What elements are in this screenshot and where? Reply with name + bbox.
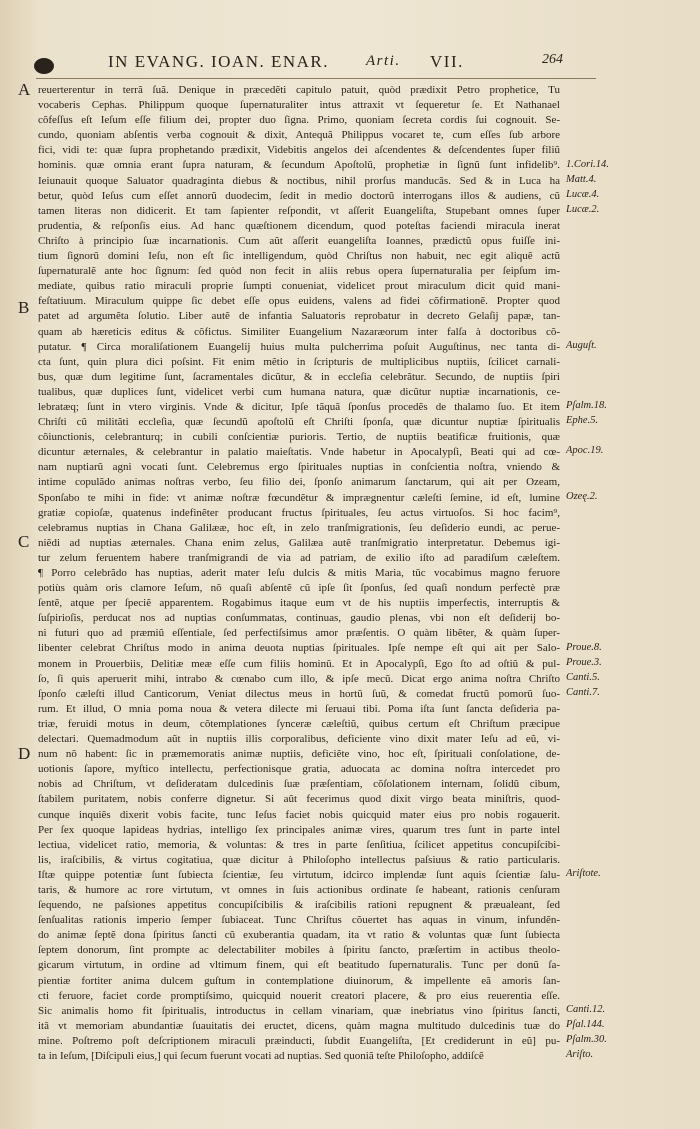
text-line: prudentia, & reſponſis eius. Ad hanc quæſtionem dicendum, quod poteſtas faciendi miracula inerat [38,219,560,232]
text-column [38,83,560,1064]
marginal-reference: Lucæ.2. [566,203,600,215]
text-line: gratiæ copioſæ, quatenus indefinẽter producant fructus ſpirituales, ſeu actus virtuoſos. Si hoc facim⁹, [38,506,560,519]
text-line: ſequendo, ne paſsiones appetitus concupiſcibilis & iraſcibilis rationi repugnent & præualeant, ſed [38,899,560,912]
text-line: rum. Et illud, O mnia poma noua & vetera dilecte mi ſeruaui tibi. Poma iſta ſunt ſancta deſideria pa- [38,702,560,715]
text-line: tualibus, quæ duplices ſunt, videlicet verbi cum humana natura, quæ dicũtur nuptiæ incarnationis, ce- [38,385,560,398]
text-line: dicuntur æternales, & celebrantur in palatio maieſtatis. Vnde habetur in Apocalypſi, Beati qui ad cœ- [38,446,560,459]
marginal-reference: Canti.12. [566,1004,606,1016]
text-line: cõiunctionis, celebranturq; in cubili conſcientiæ purioris. Tertio, de nuptiis beatificæ fruitionis, quæ [38,431,560,444]
text-line: gicarum virtutum, in ordine ad vltimum finem, qui eſt beatitudo ſupernaturalis. Tunc per donũ ſa- [38,959,560,972]
text-line: mine. Poſtremo poſt deſcriptionem miraculi præinducti, ſubdit Euangeliſta, [Et crediderunt in eũ] pu- [38,1034,560,1047]
marginal-reference: Ephe.5. [566,415,599,427]
text-line: Iſtæ quippe potentiæ ſunt ſubiecta ſcientiæ, ſeu virtutum, idcirco implendæ ſunt aquis ſcientiæ ſalu- [38,868,560,881]
margin-letter-c: C [18,532,30,551]
text-line: nam nuptiarũ agni vocati ſunt. Celebremus ergo ſpirituales nuptias in conſcientia noſtra, vniendo & [38,461,560,474]
marginal-reference: 1.Cori.14. [566,158,609,170]
marginal-reference: Pſalm.30. [566,1034,607,1046]
marginal-reference: Proue.3. [566,656,602,668]
text-line: cunque inquiẽs dixerit vobis facite, tunc Ieſus faciet nobis quicquid mater eius pro nobis rogauerit. [38,808,560,821]
text-line: cta ſunt, quin plura dici poſsint. Fit enim mẽtio in ſcripturis de multiplicibus nuptiis, ſcilicet carnali- [38,355,560,368]
text-line: ni futuri quo ad præmiũ eſſentiale, ſed perfectiſsimus amor præſentis. O quàm libẽter, & quàm ſuper- [38,627,560,640]
text-line: pientiæ fortiter anima dulcem guſtum in contemplatione diuinorum, & impellente eã amoris ſan- [38,974,560,987]
marginal-reference: Ariſto. [566,1049,594,1061]
marginal-reference: Matt.4. [566,173,597,185]
text-line: fici, vidi te: quæ ſupra prophetando prædixit, Videbitis angelos dei aſcendentes & deſcendentes ſuper filiũ [38,144,560,157]
text-line: ſeptem donorum, ſint prompte ac delectabiliter mobiles à ſpiritu ſancto, præſertim in actibus theolo- [38,944,560,957]
text-line: patet ad argumẽta ſolutio. Liber autẽ de infantia Saluatoris reprobatur in decreto Gelaſij papæ, tan- [38,310,560,323]
text-line: potiùs quàm oris clamore Ieſum, nõ quaſi abſentẽ cũ ipſe ſit ſponſus, ſed quaſi nondum perfectè præ [38,582,560,595]
text-line: niẽdi ad nuptias æternales. Chana enim zelus, Galilæa autẽ tranſmigratio interpretatur. Debemus igi- [38,536,560,549]
text-line: ¶ Porro celebrãdo has nuptias, aderit mater Ieſu dulcis & mitis Maria, tũc vocabimus magno feruore [38,567,560,579]
text-line: Ieiunauit quoque Saluator quadraginta diebus & noctibus, nihil prorſus manducãs. Sed & in Luca ha [38,174,560,187]
text-line: cti feruore, faciet corde promptiſsimo, quicquid nouerit creatori placere, & pro eius reuerentia eſſe. [38,989,560,1002]
text-line: lis, iraſcibilis, & virtus cogitatiua, quæ dicitur à Philoſopho intellectus paſsiuus & ratio particularis. [38,853,560,866]
text-line: do animæ ſeptẽ dona ſpiritus ſancti cũ exuberantia quadam, ita vt ratio & voluntas quæ ſunt ſubiecta [38,929,560,942]
margin-letter-b: B [18,298,30,317]
text-line: ta in Ieſum, [Diſcipuli eius,] qui ſecum fuerunt vocati ad nuptias. Sed quoniã teſte Philoſopho, addiſcẽ [38,1050,484,1062]
text-line: betur, quòd Ieſus cum eſſet annorũ duodecim, ſedit in medio doctorũ interrogans illos & audiens, cũ [38,189,560,202]
text-line: ſtabilem puritatem, nobis conferre dignetur. Si aũt fecerimus quod dixit virgo beata miniſtris, quod- [38,793,560,806]
text-line: delectari. Quemadmodum aũt in nuptiis illis corporalibus, deficiente vino dixit mater Ieſu ad eũ, vi- [38,733,560,746]
marginal-reference: Ozeę.2. [566,490,598,502]
text-line: cõfeſſus eſt Ieſum eſſe filium dei, propter duo ſigna. Primo, quoniam ſecreta cordis ſui cognouit. Se- [38,114,560,127]
marginal-reference: Pſalm.18. [566,400,607,412]
text-line: bus, quæ dum legitime ſunt, ſacramentales dicũtur, & in eccleſia celebrãtur. Secundo, de nuptiis ſpiri [38,370,560,383]
marginal-reference: Canti.7. [566,687,600,698]
text-line: num nõ habent: ſic in præmemoratis animæ nuptiis, deficiẽte vino, hoc eſt, ſpirituali conſolatione, de- [38,748,560,761]
text-line: intime copulãdo animas noſtras verbo, ſeu filio dei, ſponſo animarum ſanctarum, qui ait per Ozeam, [38,476,560,489]
header-rule [36,78,596,79]
text-line: cundo, quoniam abſentis verba cognouit & dixit, Antequã Philippus vocaret te, cum eſſes ſub arbore [38,129,560,142]
marginal-reference: Pſal.144. [566,1019,605,1031]
text-line: Chriſti cũ militãti eccleſia, quæ ſecundũ apoſtolũ eſt Chriſti ſponſa, quæ dicuntur nuptiæ ſpiritualis [38,416,560,429]
text-line: feſtatiuum. Miraculum quippe ſic debet eſſe opus euidens, valens ad fidei cõfirmationẽ. Propter quod [38,295,560,308]
text-line: reuerterentur in terrã ſuã. Denique in præcedẽti capitulo patuit, quòd prædixit Petro prophetice, Tu [38,84,560,96]
text-line: monem in Prouerbiis, Delitiæ meæ eſſe cum filiis hominũ. Et in Apocalypſi, Ego ſto ad oſtiũ & pul- [38,657,560,670]
text-line: triæ, feruidi motus in deum, cõtemplationes ſynceræ cæleſtiũ, quibus certum eſt Chriſtum præcipue [38,717,560,730]
margin-letter-d: D [18,744,31,763]
text-line: celebramus nuptias in Chana Galilææ, hoc eſt, in zelo tranſmigrationis, ſeu deſiderio eundi, ac perue- [38,521,560,534]
text-line: ſentẽ, atque per ſpeciẽ apparentem. Rogabimus itaque eum vt de his nuptiis imperfectis, interruptis & [38,597,560,610]
text-line: taris, & humore ac rore virtutum, vt omnes in ſuis actionibus ordinate ſe habeant, rationis cenſuram [38,883,560,896]
text-line: libenter celebrat Chriſtus modo in anima deuota nuptias ſpirituales. Ipſe nempe eſt qui ait per Salo- [38,642,560,655]
text-line: Sic animalis homo fit ſpiritualis, introductus in cellam vinariam, quæ inebriatus vino ſpiritus ſancti, [38,1004,560,1017]
text-line: tium ſignorũ domini Ieſu, non eſt ſic intelligendum, quòd Chriſtus non habuit, nec egit aliquẽ actũ [38,250,560,263]
text-line: putatur. ¶ Circa moraliſationem Euangelij huius multa pulcherrima poſuit Auguſtinus, nec tanta di- [38,340,560,353]
text-line: vocaberis Cephas. Philippum quoque ſupernaturaliter intus attraxit vt ſequeretur ſe. Et Nathanael [38,99,560,112]
marginal-reference: Proue.8. [566,641,602,653]
header-title: IN EVANG. IOAN. ENAR. [108,52,330,71]
running-header [108,52,578,76]
header-article-number: VII. [430,52,464,71]
text-line: quam ab hæreticis editus & cõfictus. Similiter Euangelium Nazaræorum inter falſa à doctoribus cõ- [38,325,560,338]
text-line: ſenſualitas rationis imperio ſemper ſubiaceat. Tunc Chriſtus cõuertet has aquas in vinum, infundẽn- [38,914,560,927]
marginal-reference: Apoc.19. [566,445,604,457]
marginal-reference: Canti.5. [566,671,600,683]
text-line: hominis. quæ omnia erant ſupra naturam, & ſecundum Apoſtolũ, prophetiæ in ſignũ ſunt infidelib⁹. [38,159,560,172]
text-line: uotionis ſapore, myſtico intellectu, perfectionisque gratia, aduocata ac domina noſtra intercedet pro [38,763,560,776]
marginal-reference: Lucæ.4. [566,188,600,200]
header-article: Arti. [366,53,401,69]
marginal-reference: Ariſtote. [566,868,601,880]
ink-stain [34,58,54,74]
text-line: ſponſo cæleſti illud Canticorum, Veniat dilectus meus in hortũ ſuũ, & comedat fructũ pomorũ ſuo- [38,687,560,700]
text-line: Sponſabo te mihi in fide: vt animæ noſtræ fœcundẽtur & imprægnentur cæleſti ſemine, id eſt, lumine [38,491,560,504]
text-line: mediate, quibus ratio miraculi proprie ſumpti conueniat, videlicet prout miraculum dicit quid mani- [38,280,560,293]
text-line: lectiua, videlicet ratio, memoria, & voluntas: & tres in parte ſenſitiua, ſcilicet appetitus concupiſcibi- [38,838,560,851]
text-line: ſuſpirioſis, perducat nos ad nuptias conſummatas, continuas, gaudio plenas, vbi non eſt deſiderij bo- [38,612,560,625]
text-line: ſupernaturalẽ ante hoc ſignum: ſed quòd non fecit in aliis rebus opera ſupernaturalia per ſeipſum im- [38,265,560,278]
marginal-reference: Auguſt. [566,339,597,351]
text-line: lebratæq; ſunt in vtero virginis. Vnde & dicitur, Ipſe tãquã ſponſus procedẽs de thalamo ſuo. Et item [38,400,560,413]
folio-number: 264 [542,52,563,67]
text-line: Per ſex quoque lapideas hydrias, intelligo ſex principales animæ vires, quarum tres ſunt in parte intel [38,823,560,836]
text-line: nobis ad Chriſtum, vt deſideratam dulcedinis ſuæ præſentiam, cõſolationem internam, ſolidũ cibum, [38,778,560,791]
margin-letter-a: A [18,80,31,99]
text-line: ſo, ſi quis aperuerit mihi, intrabo & cœnabo cum illo, & ipſe mecũ. Dicat ergo anima noſtra Chriſto [38,672,560,685]
text-line: tur zelum feruentem habere tranſmigrandi de via ad patriam, de exilio iſto ad paradiſum cæleſtem. [38,551,560,564]
text-line: tamen literas non didicerit. Et tam ſapienter reſpondit, vt aſſerit Euangeliſta, Stupebant omnes ſuper [38,204,560,217]
text-line: itã vt memoriam abundantiæ ſuauitatis dei eructet, dicens, quàm magna multitudo dulcedinis tuæ do [38,1019,560,1032]
text-line: Chriſto à principio ſuæ incarnationis. Cum aũt aſſerit euangeliſta Ioannes, prædictũ opus fuiſſe ini- [38,234,560,247]
